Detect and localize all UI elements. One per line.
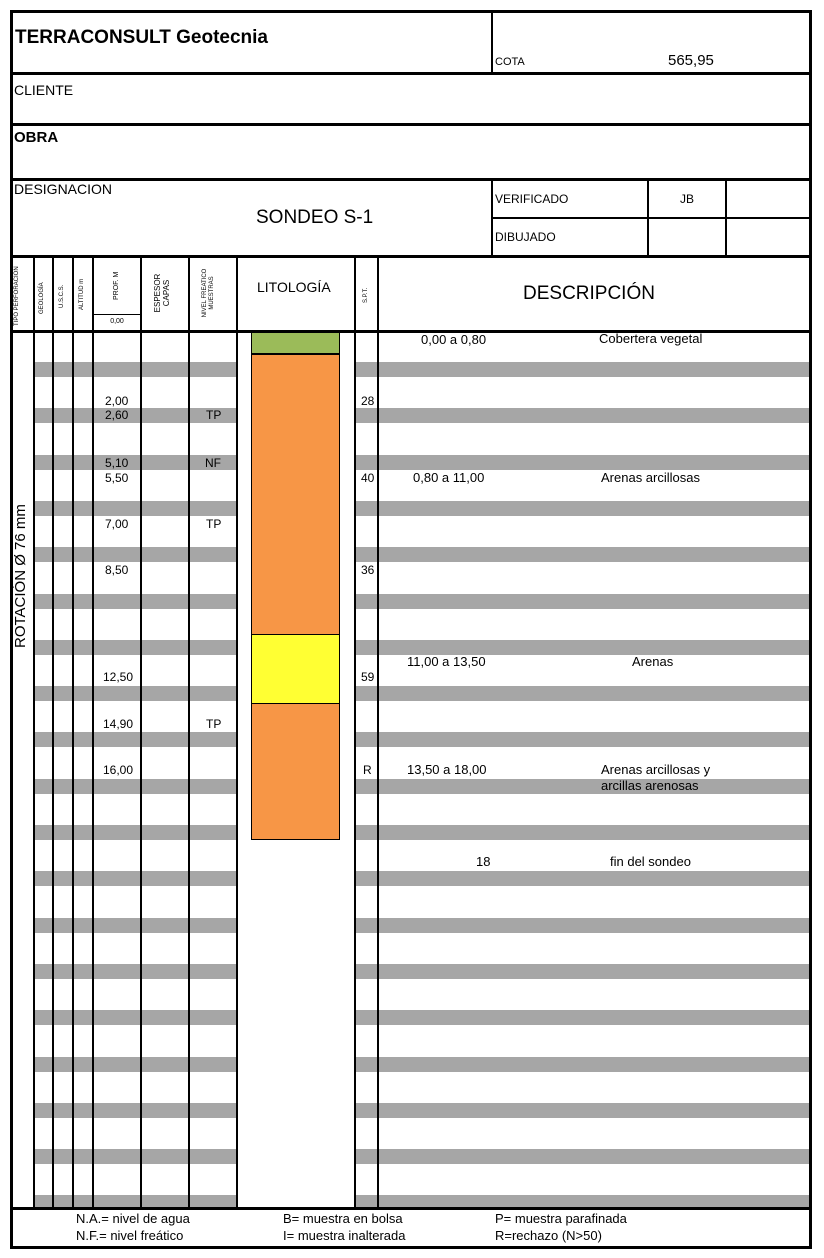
sample-tag: TP bbox=[206, 517, 222, 531]
divider bbox=[52, 255, 54, 1209]
col-header-uscs: U.S.C.S. bbox=[59, 284, 65, 308]
spt-value: R bbox=[363, 763, 372, 777]
divider bbox=[10, 72, 812, 75]
row-band bbox=[35, 779, 236, 794]
row-band bbox=[356, 732, 809, 747]
verificado-value: JB bbox=[679, 192, 694, 206]
row-band bbox=[35, 1149, 236, 1164]
row-band bbox=[35, 1103, 236, 1118]
row-band bbox=[35, 918, 236, 933]
divider bbox=[10, 123, 812, 126]
description-text: Cobertera vegetal bbox=[599, 331, 703, 346]
depth-value: 8,50 bbox=[105, 563, 129, 577]
frame-top bbox=[10, 10, 812, 13]
row-band bbox=[356, 1010, 809, 1025]
description-text-line2: arcillas arenosas bbox=[601, 778, 699, 793]
row-band bbox=[356, 825, 809, 840]
divider bbox=[94, 314, 140, 315]
col-header-spt: S.P.T. bbox=[363, 287, 369, 303]
row-band bbox=[35, 640, 236, 655]
row-band bbox=[356, 1057, 809, 1072]
lithology-layer-cobertera bbox=[251, 332, 340, 354]
row-band bbox=[356, 871, 809, 886]
divider bbox=[33, 255, 35, 1209]
description-range: 18 bbox=[476, 854, 491, 869]
divider bbox=[10, 1207, 812, 1210]
divider bbox=[72, 255, 74, 1209]
legend-p: P= muestra parafinada bbox=[495, 1211, 627, 1226]
row-band bbox=[35, 1010, 236, 1025]
divider bbox=[10, 178, 812, 181]
col-header-espesor: ESPESOR CAPAS bbox=[153, 273, 171, 313]
divider bbox=[647, 178, 649, 258]
divider bbox=[377, 255, 379, 1209]
row-band bbox=[35, 871, 236, 886]
description-range: 11,00 a 13,50 bbox=[407, 654, 486, 669]
depth-value: 2,60 bbox=[105, 408, 129, 422]
sample-tag: TP bbox=[206, 717, 222, 731]
row-band bbox=[35, 362, 236, 377]
row-band bbox=[35, 501, 236, 516]
col-header-prof: PROF. M bbox=[113, 271, 120, 300]
row-band bbox=[35, 964, 236, 979]
depth-value: 14,90 bbox=[103, 717, 134, 731]
divider bbox=[354, 255, 356, 1209]
depth-value: 5,50 bbox=[105, 471, 129, 485]
spt-value: 36 bbox=[361, 563, 375, 577]
row-band bbox=[356, 640, 809, 655]
divider bbox=[140, 255, 142, 1209]
divider bbox=[188, 255, 190, 1209]
divider bbox=[92, 255, 94, 1209]
obra-label: OBRA bbox=[14, 129, 59, 146]
row-band bbox=[356, 1103, 809, 1118]
row-band bbox=[356, 594, 809, 609]
lithology-layer-arenas-arcillosas-2 bbox=[251, 703, 340, 840]
col-header-altitud: ALTITUD m bbox=[79, 278, 85, 310]
divider bbox=[491, 217, 812, 219]
designacion-label: DESIGNACION bbox=[14, 181, 113, 197]
lithology-layer-arenas bbox=[251, 634, 340, 704]
depth-value: 2,00 bbox=[105, 394, 129, 408]
cliente-label: CLIENTE bbox=[14, 82, 74, 98]
verificado-label: VERIFICADO bbox=[495, 192, 569, 206]
row-band bbox=[356, 455, 809, 470]
row-band bbox=[356, 362, 809, 377]
lithology-layer-arenas-arcillosas bbox=[251, 354, 340, 635]
dibujado-label: DIBUJADO bbox=[495, 230, 556, 244]
col-header-geologia: GEOLOGÍA bbox=[39, 282, 45, 314]
row-band bbox=[356, 547, 809, 562]
legend-nf: N.F.= nivel freático bbox=[76, 1228, 184, 1243]
divider bbox=[491, 10, 493, 75]
sample-tag: NF bbox=[205, 456, 221, 470]
depth-value: 16,00 bbox=[103, 763, 134, 777]
row-band bbox=[356, 686, 809, 701]
row-band bbox=[356, 918, 809, 933]
col-header-nivel: NIVEL FREATICO MUESTRAS bbox=[202, 268, 215, 318]
cota-value: 565,95 bbox=[668, 52, 714, 69]
row-band bbox=[35, 547, 236, 562]
spt-value: 40 bbox=[361, 471, 375, 485]
prof-start: 0,00 bbox=[110, 318, 124, 325]
frame-right bbox=[809, 10, 812, 1249]
row-band bbox=[356, 408, 809, 423]
row-band bbox=[356, 779, 809, 794]
row-band bbox=[35, 1057, 236, 1072]
row-band bbox=[35, 825, 236, 840]
col-header-descripcion: DESCRIPCIÓN bbox=[523, 283, 655, 304]
divider bbox=[236, 255, 238, 1209]
legend-r: R=rechazo (N>50) bbox=[495, 1228, 602, 1243]
description-text: fin del sondeo bbox=[610, 854, 691, 869]
col-header-litologia: LITOLOGÍA bbox=[257, 279, 331, 295]
description-range: 13,50 a 18,00 bbox=[407, 762, 487, 777]
description-text: Arenas arcillosas y bbox=[601, 762, 711, 777]
row-band bbox=[35, 732, 236, 747]
spt-value: 28 bbox=[361, 394, 375, 408]
legend-b: B= muestra en bolsa bbox=[283, 1211, 403, 1226]
divider bbox=[10, 255, 812, 258]
row-band bbox=[35, 686, 236, 701]
sample-tag: TP bbox=[206, 408, 222, 422]
depth-value: 5,10 bbox=[105, 456, 129, 470]
row-band bbox=[356, 501, 809, 516]
row-band bbox=[35, 594, 236, 609]
cota-label: COTA bbox=[495, 56, 525, 68]
depth-value: 7,00 bbox=[105, 517, 129, 531]
description-range: 0,80 a 11,00 bbox=[413, 470, 485, 485]
spt-value: 59 bbox=[361, 670, 375, 684]
frame-bottom bbox=[10, 1246, 812, 1249]
tipo-perforacion: ROTACIÓN Ø 76 mm bbox=[12, 504, 29, 648]
divider bbox=[725, 178, 727, 258]
col-header-tipo: TIPO PERFORACIÓN bbox=[14, 266, 20, 326]
legend-na: N.A.= nivel de agua bbox=[76, 1211, 190, 1226]
depth-value: 12,50 bbox=[103, 670, 134, 684]
row-band bbox=[356, 1149, 809, 1164]
company-name: TERRACONSULT Geotecnia bbox=[15, 27, 269, 48]
row-band bbox=[356, 964, 809, 979]
description-text: Arenas arcillosas bbox=[601, 470, 700, 485]
sondeo-title: SONDEO S-1 bbox=[256, 207, 374, 228]
legend-i: I= muestra inalterada bbox=[283, 1228, 406, 1243]
description-range: 0,00 a 0,80 bbox=[421, 332, 487, 347]
description-text: Arenas bbox=[632, 654, 674, 669]
